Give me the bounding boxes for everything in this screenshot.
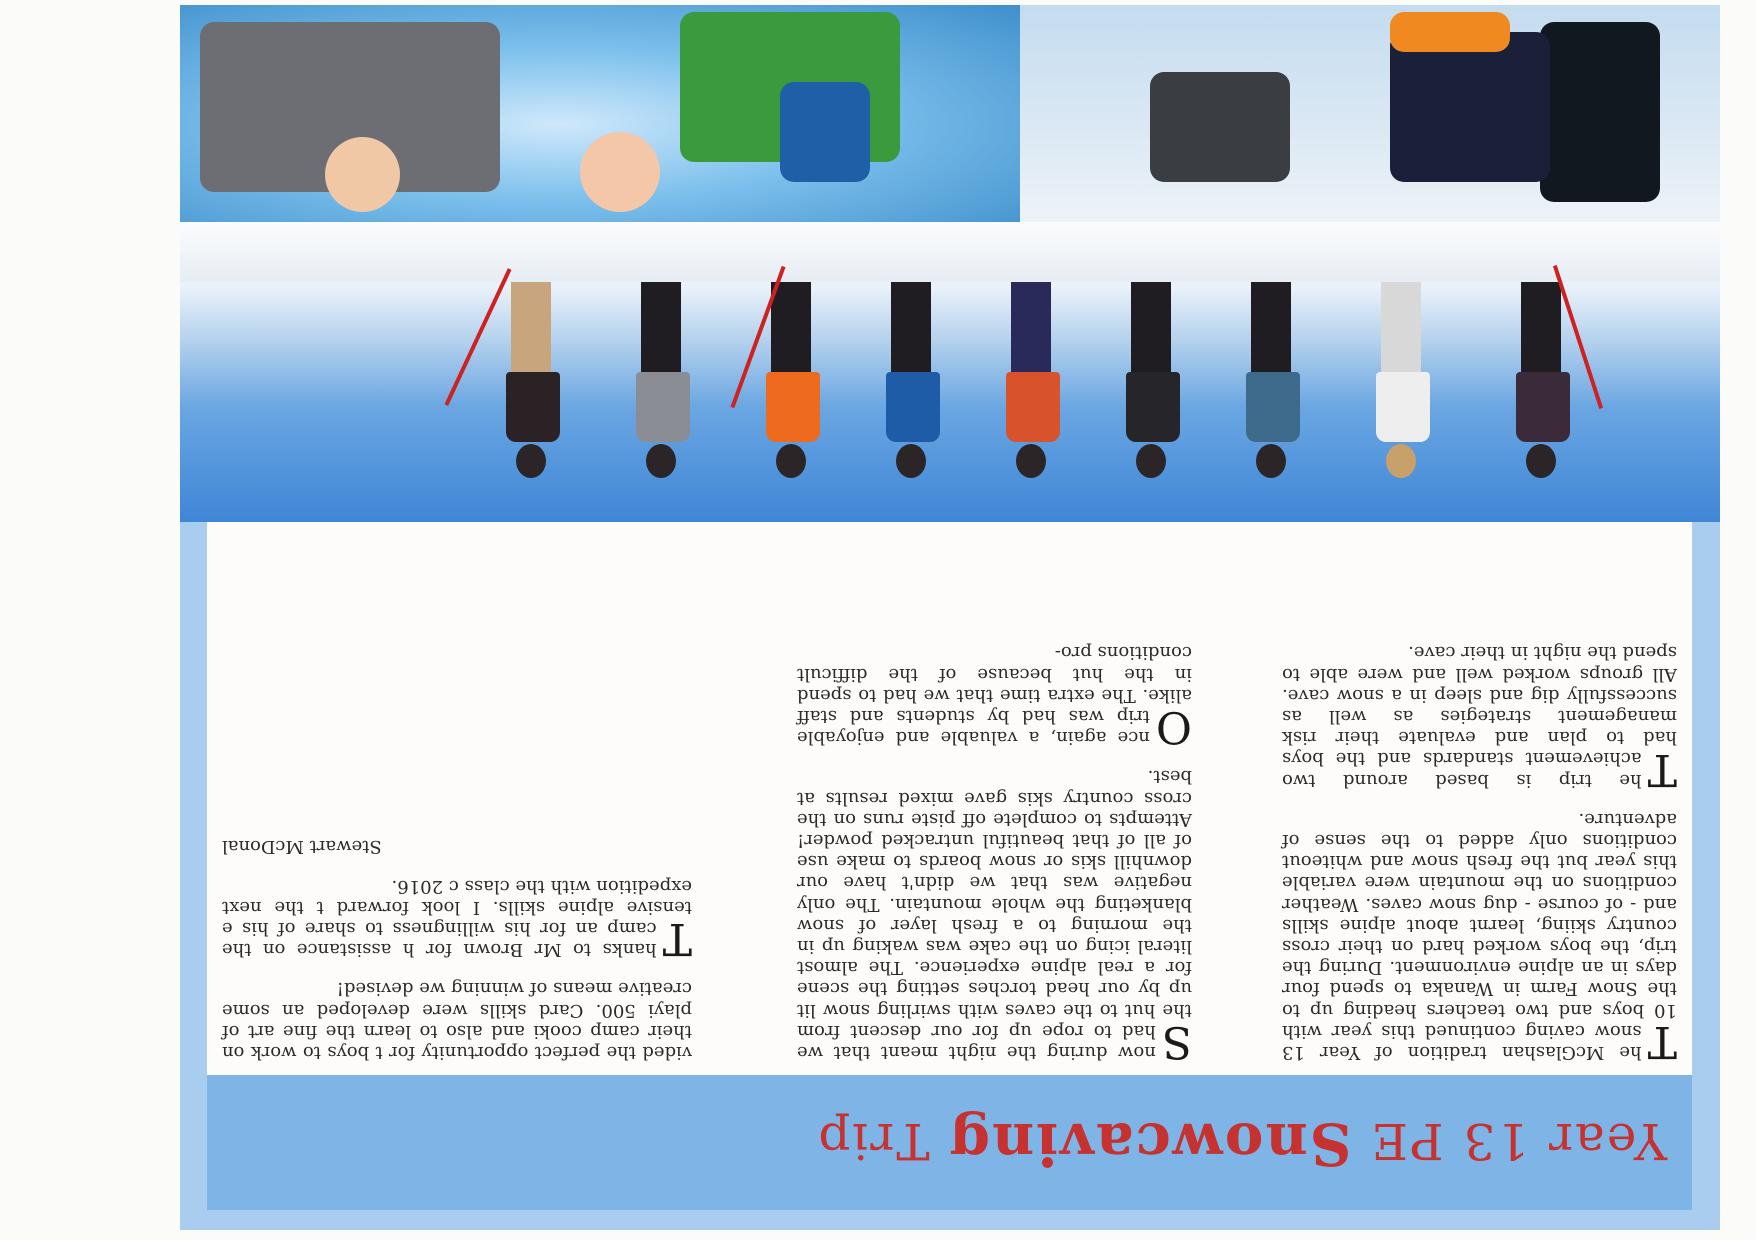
group-skiers-photo [180,222,1720,522]
drop-cap: T [1647,743,1677,795]
paragraph-text: he McGlashan tradition of Year 13 snow caving continued this year with 10 boys and two teachers heading up to the Snow Farm in Wanaka to spend four days in an alpine environment. During the trip, the boys worked hard on their cross country skiing, learnt about alpine skills and - of course - dug snow caves. Weather conditions on the mountain were variable this year but the fresh snow and whiteout conditions only added to the sense of adventure. [1282,808,1677,1063]
skier-figure [632,282,690,478]
paragraph [797,766,1192,1067]
skier-figure [1002,282,1060,478]
title-band [207,1075,1692,1210]
person-figure [1150,72,1290,182]
article-column-2 [797,624,1192,1067]
skier-figure [502,282,560,478]
drop-cap: S [1161,1016,1192,1067]
title-prefix: Year 13 PE [1351,1112,1667,1170]
paragraph [222,978,692,1063]
paragraph [797,642,1192,753]
snow-cave-photo-left [1020,5,1720,222]
person-figure [1390,32,1550,182]
title-emphasis: Snowcaving [947,1110,1352,1178]
paragraph-text: he trip is based around two achievement standards and the boys had to plan and evaluate their risk management strategies as well as successfully dig and sleep in a snow cave. All groups worked well and were able to spend the night in their cave. [1282,642,1677,791]
face [325,137,400,212]
article-body [207,520,1692,1075]
skier-figure [1512,282,1570,478]
paragraph-text: now during the night meant that we had to rope up for our descent from the hut to the caves with swirling snow lit up by our head torches setting the scene for a real alpine experience. The almost literal icing on the cake was waking up in the morning to a fresh layer of snow blanketing the whole mountain. The only negative was that we didn't have our downhill skis or snow boards to make use of all of that beautiful untracked powder! Attempts to complete off piste runs on the cross country skis gave mixed results at best. [797,766,1192,1063]
snow-cave-photo-right [180,5,1020,222]
paragraph [1282,642,1677,795]
blue-shovel [780,82,870,182]
drop-cap: O [1155,701,1192,753]
skier-figure [1122,282,1180,478]
orange-jacket [1390,12,1510,52]
paragraph [222,875,692,965]
article-column-1 [1282,624,1677,1067]
paragraph-text: hanks to Mr Brown for h assistance on the camp an for his willingness to share of his e tensive alpine skills. I look forward t the next expedition with the class c 2016. [222,875,692,961]
author-signature: Stewart McDonal [222,836,382,858]
drop-cap: T [662,913,692,965]
article-column-3 [222,836,692,1063]
paragraph-text: vided the perfect opportunity for t boys to work on their camp cooki and also to learn the fine art of playi 500. Card skills were developed an some creative means of winning we devised! [222,978,692,1063]
article-page-upside-down [180,5,1720,1230]
snow-ground [180,222,1720,282]
person-figure [1540,22,1660,202]
page-title [816,1104,1667,1184]
skier-figure [1372,282,1430,478]
title-suffix: Trip [816,1112,948,1170]
face [580,132,660,212]
skier-figure [882,282,940,478]
paragraph [1282,808,1677,1067]
paragraph-text: nce again, a valuable and enjoyable trip was had by students and staff alike. The extra time that we had to spend in the hut because of the difficult conditions pro- [797,642,1192,749]
drop-cap: T [1647,1016,1677,1067]
skier-figure [762,282,820,478]
skier-figure [1242,282,1300,478]
